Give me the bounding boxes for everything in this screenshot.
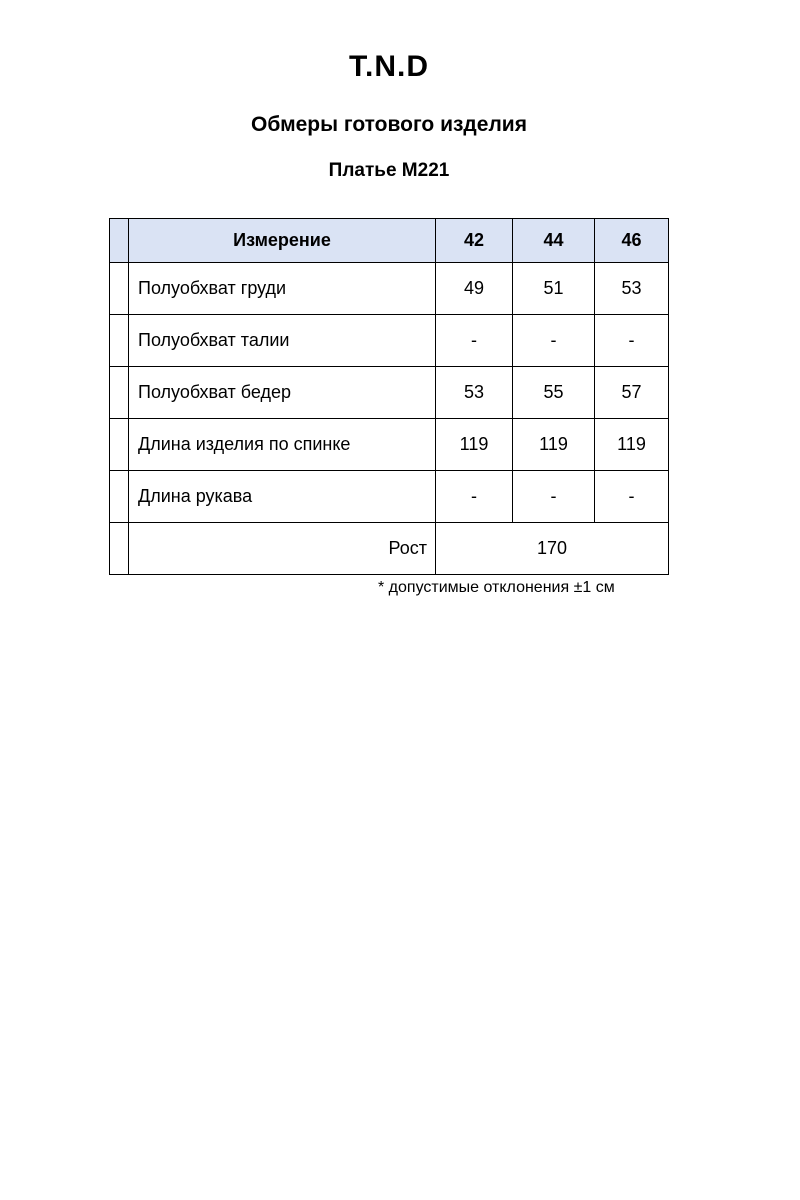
row-value: 53	[595, 263, 669, 315]
brand-name: T.N.D	[349, 50, 429, 83]
header-size-42: 42	[436, 219, 513, 263]
header-size-44: 44	[513, 219, 595, 263]
row-label: Полуобхват бедер	[129, 367, 436, 419]
row-value: -	[436, 315, 513, 367]
measurements-table	[109, 218, 669, 575]
row-blank-cell	[110, 263, 129, 315]
height-value: 170	[436, 523, 669, 575]
row-value: -	[513, 471, 595, 523]
row-value: -	[436, 471, 513, 523]
row-value: 53	[436, 367, 513, 419]
tolerance-note: * допустимые отклонения ±1 см	[378, 579, 615, 596]
row-blank-cell	[110, 471, 129, 523]
height-row	[110, 523, 669, 575]
table-row	[110, 315, 669, 367]
row-label: Полуобхват груди	[129, 263, 436, 315]
row-value: 119	[436, 419, 513, 471]
product-name: Платье М221	[328, 160, 450, 181]
row-value: 119	[595, 419, 669, 471]
row-blank-cell	[110, 523, 129, 575]
table-header-row	[110, 219, 669, 263]
row-value: -	[595, 315, 669, 367]
row-value: -	[595, 471, 669, 523]
row-value: -	[513, 315, 595, 367]
row-value: 119	[513, 419, 595, 471]
row-label: Длина рукава	[129, 471, 436, 523]
table-row	[110, 419, 669, 471]
height-label: Рост	[129, 523, 436, 575]
row-value: 51	[513, 263, 595, 315]
row-value: 49	[436, 263, 513, 315]
row-value: 55	[513, 367, 595, 419]
page-title: Обмеры готового изделия	[251, 113, 527, 136]
header-blank-cell	[110, 219, 129, 263]
row-label: Длина изделия по спинке	[129, 419, 436, 471]
row-blank-cell	[110, 367, 129, 419]
row-value: 57	[595, 367, 669, 419]
header-measure: Измерение	[129, 219, 436, 263]
row-blank-cell	[110, 315, 129, 367]
header-size-46: 46	[595, 219, 669, 263]
row-label: Полуобхват талии	[129, 315, 436, 367]
row-blank-cell	[110, 419, 129, 471]
table-row	[110, 263, 669, 315]
table-row	[110, 471, 669, 523]
table-row	[110, 367, 669, 419]
